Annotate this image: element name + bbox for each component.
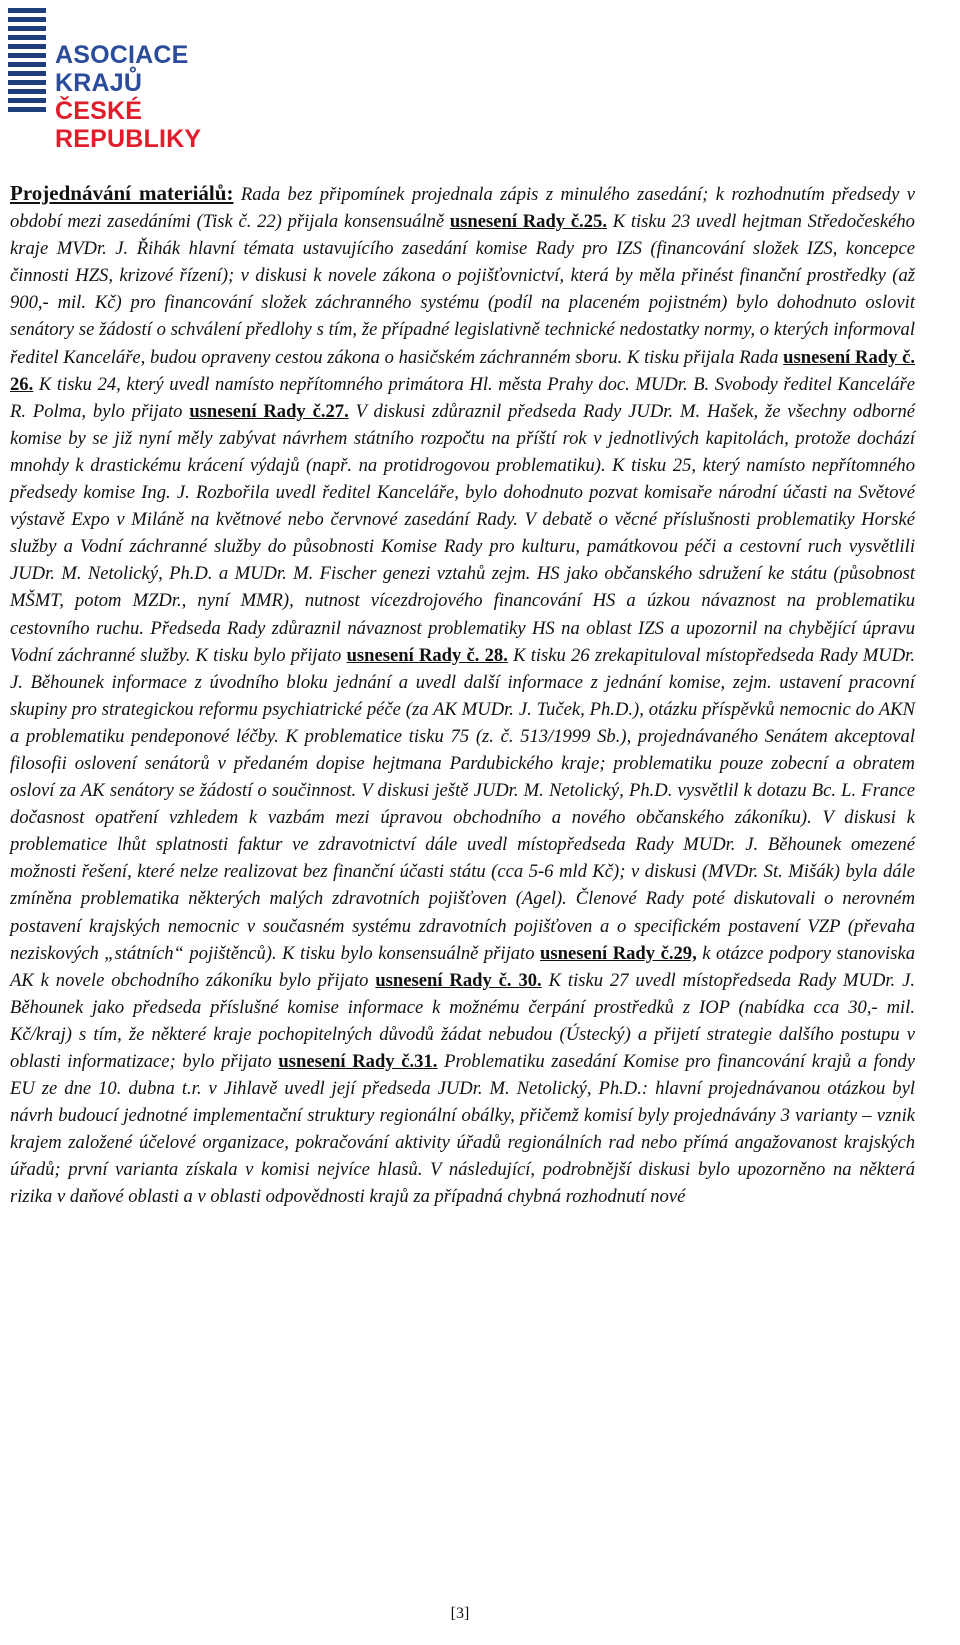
resolution-reference: usnesení Rady č.31. <box>278 1051 438 1072</box>
text-segment: K tisku 24, který uvedl namísto nepřítomného primátora Hl. města Prahy doc. MUDr. B. Svobody ředitel Kanceláře R. Polma, bylo přijato <box>10 373 915 422</box>
logo-text <box>55 41 278 153</box>
text-segment: Rada bez připomínek projednala zápis z minulého zasedání; k rozhodnutím předsedy v období mezi zasedáními (Tisk č. 22) přijala konsensuálně <box>10 184 915 233</box>
logo-line2: ČESKÉ REPUBLIKY <box>55 97 202 153</box>
logo <box>8 8 278 153</box>
logo-line1: ASOCIACE KRAJŮ <box>55 41 189 97</box>
text-segment: K tisku 27 uvedl místopředseda Rady MUDr. J. Běhounek jako předseda příslušné komise informace k možnému čerpání prostředků z IOP (nabídka cca 30,- mil. Kč/kraj) s tím, že některé kraje pochopitelných důvodů žádat nebudou (Ústecký) a přijetí strategie dalšího postupu v oblasti informatizace; bylo přijato <box>10 969 916 1072</box>
striped-flag-icon <box>8 8 46 118</box>
resolution-reference: usnesení Rady č.27. <box>189 400 349 422</box>
text-segment: K tisku 26 zrekapituloval místopředseda Rady MUDr. J. Běhounek informace z úvodního bloku jednání a uvedl další informace z jednání komise, zejm. ustavení pracovní skupiny pro strategickou reformu psychiatrické péče (za AK MUDr. J. Tuček, Ph.D.), otázku příspěvků nemocnic do AKN a problematiku pendeponové léčby. K problematice tisku 75 (z. č. 513/1999 Sb.), projednávaného Senátem akceptoval filosofii oslovení senátorů v předaném dopise hejtmana Pardubického kraje; problematiku pouze zobecní a obratem osloví za AK senátory se žádostí o součinnost. V diskusi ještě JUDr. M. Netolický, Ph.D. vysvětlil k dotazu Bc. L. France dočasnost opatření vzhledem k vazbám mezi úpravou obchodního a nového občanského zákoníku). V diskusi k problematice lhůt splatnosti faktur ve zdravotnictví dále uvedl místopředseda Rady MUDr. J. Běhounek omezené možnosti řešení, které nelze realizovat bez finanční účasti státu (cca 5-6 mld Kč); v diskusi (MVDr. St. Mišák) byla dále zmíněna problematika některých malých zdravotních pojišťoven (Agel). Členové Rady poté diskutovali o nerovném postavení krajských nemocnic v současném systému zdravotních pojišťoven a o specifickém postavení VZP (převaha neziskových „státních“ pojištěnců). K tisku bylo konsensuálně přijato <box>10 644 915 964</box>
text-segment: k otázce podpory stanoviska AK k novele obchodního zákoníku bylo přijato <box>10 942 915 991</box>
resolution-reference: usnesení Rady č.25. <box>449 211 607 233</box>
resolution-reference: usnesení Rady č.29, <box>540 942 697 964</box>
text-segment: V diskusi zdůraznil předseda Rady JUDr. M. Hašek, že všechny odborné komise by se již nyní měly zabývat návrhem státního rozpočtu na příští rok v jednotlivých kapitolách, protože dochází mnohdy k drastickému krácení výdajů (např. na protidrogovou problematiku). K tisku 25, který namísto nepřítomného předsedy komise Ing. J. Rozbořila uvedl ředitel Kanceláře, bylo dohodnuto pozvat komisaře národní účasti na Světové výstavě Expo v Miláně na květnové nebo červnové zasedání Rady. V debatě o věcné příslušnosti problematiky Horské služby a Vodní záchranné služby do působnosti Komise Rady pro kulturu, památkovou péči a cestovní ruch vysvětlili JUDr. M. Netolický, Ph.D. a MUDr. M. Fischer genezi vztahů zejm. HS jako občanského sdružení ke státu (působnost MŠMT, potom MZDr., nyní MMR), nutnost vícezdrojového financování HS a úzkou návaznost na problematiku cestovního ruchu. Předseda Rady zdůraznil návaznost problematiky HS na oblast IZS a upozornil na chybějící úpravu Vodní záchranné služby. K tisku bylo přijato <box>10 400 915 666</box>
text-segment: Problematiku zasedání Komise pro financování krajů a fondy EU ze dne 10. dubna t.r. v Jihlavě uvedl její předseda JUDr. M. Netolický, Ph.D.: hlavní projednávanou otázkou byl návrh budoucí jednotné implementační struktury regionální obálky, přičemž komisí byly projednávány 3 varianty – vznik krajem založené účelové organizace, pokračování aktivity úřadů regionálních rad nebo přímá angažovanost krajských úřadů; první varianta získala v komisi nejvíce hlasů. V následující, podrobnější diskusi bylo upozorněno na některá rizika v daňové oblasti a v oblasti odpovědnosti krajů za případná chybná rozhodnutí nové <box>10 1051 915 1208</box>
page-number: [3] <box>450 1605 470 1622</box>
document-body <box>10 180 915 1211</box>
resolution-reference: usnesení Rady č. 28. <box>346 644 508 666</box>
text-segment: K tisku 23 uvedl hejtman Středočeského kraje MVDr. J. Řihák hlavní témata ustavujícího zasedání komise Rady pro IZS (financování složek IZS, koncepce činnosti HZS, krizové řízení); v diskusi k novele zákona o pojišťovnictví, která by měla přinést finanční prostředky (až 900,- mil. Kč) pro financování složek záchranného systému (podíl na placeném pojistném) bylo dohodnuto oslovit senátory se žádostí o schválení předlohy s tím, že případné legislativně technické nedostatky normy, o kterých informoval ředitel Kanceláře, budou opraveny cestou zákona o hasičském záchranném sboru. K tisku přijala Rada <box>10 211 915 368</box>
resolution-reference: usnesení Rady č. 30. <box>375 969 542 991</box>
meeting-minutes-paragraph <box>10 180 915 1211</box>
resolution-reference: Projednávání materiálů: <box>10 181 234 205</box>
resolution-reference: usnesení Rady č. 26. <box>10 346 915 395</box>
